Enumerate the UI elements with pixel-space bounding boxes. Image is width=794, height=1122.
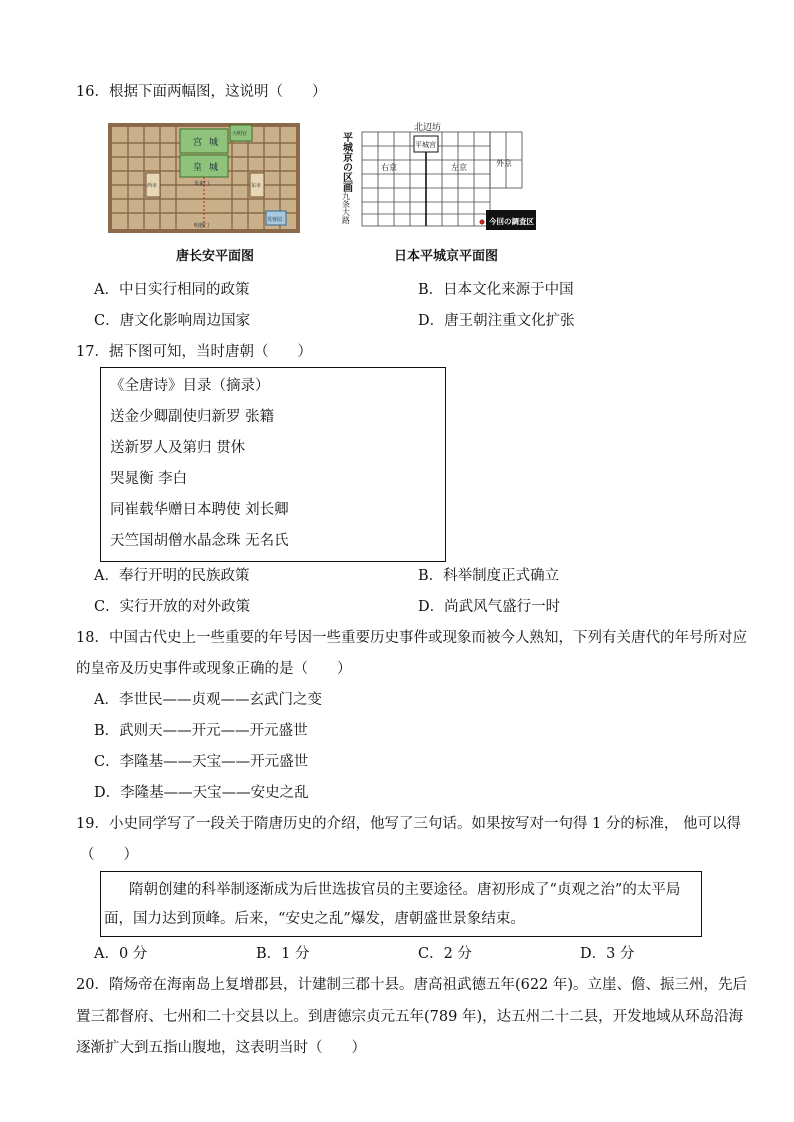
heijokyo-kujo-label: 九条大路 bbox=[341, 192, 351, 224]
changan-label-mingde-gate: 明德门 bbox=[194, 223, 210, 229]
q19-option-b[interactable]: B．1 分 bbox=[256, 946, 310, 962]
q18-stem-line-1: 18．中国古代史上一些重要的年号因一些重要历史事件或现象而被今人熟知，下列有关唐代的年号所对应 bbox=[76, 630, 747, 646]
changan-caption: 唐长安平面图 bbox=[176, 249, 255, 264]
heijokyo-outer-label: 外京 bbox=[496, 159, 512, 168]
q17-box-line-2: 送新罗人及第归 贯休 bbox=[110, 440, 246, 456]
heijokyo-survey-label: 今回の調査区 bbox=[489, 217, 534, 226]
heijokyo-palace-label: 平城宫 bbox=[415, 141, 436, 149]
q18-option-b[interactable]: B．武则天——开元——开元盛世 bbox=[94, 723, 308, 739]
q17-poem-catalog-box bbox=[100, 367, 446, 562]
changan-label-west-market: 西市 bbox=[147, 183, 158, 189]
q18-option-c[interactable]: C．李隆基——天宝——开元盛世 bbox=[94, 754, 309, 770]
q19-option-a[interactable]: A．0 分 bbox=[94, 946, 148, 962]
heijokyo-north-label: 北辺坊 bbox=[414, 123, 442, 133]
changan-label-cheng2: 城 bbox=[209, 163, 219, 173]
q16-option-a[interactable]: A．中日实行相同的政策 bbox=[94, 282, 250, 298]
q20-stem-line-1: 20．隋炀帝在海南岛上复增郡县，计建制三郡十县。唐高祖武德五年(622 年)。立崖、儋、振三州，先后 bbox=[76, 977, 748, 993]
q17-box-line-4: 同崔载华赠日本聘使 刘长卿 bbox=[110, 502, 289, 518]
q20-stem-line-2: 置三都督府、七州和二十交县以上。到唐德宗贞元五年(789 年)，达五州二十二县，开发地域从环岛沿海 bbox=[76, 1009, 744, 1025]
q16-stem: 16．根据下面两幅图，这说明（ ） bbox=[76, 84, 327, 100]
changan-label-zhuque-gate: 朱雀门 bbox=[194, 181, 210, 187]
q16-option-b[interactable]: B．日本文化来源于中国 bbox=[418, 282, 574, 298]
q19-option-c[interactable]: C．2 分 bbox=[418, 946, 472, 962]
heijokyo-side-label: 平城京の区画 bbox=[340, 132, 352, 192]
q16-option-c[interactable]: C．唐文化影响周边国家 bbox=[94, 313, 251, 329]
q18-stem-line-2: 的皇帝及历史事件或现象正确的是（ ） bbox=[76, 661, 352, 677]
q19-passage-line-2: 面，国力达到顶峰。后来，“安史之乱”爆发，唐朝盛世景象结束。 bbox=[104, 911, 525, 927]
heijokyo-left-label: 左京 bbox=[451, 163, 467, 172]
q19-passage-line-1: 隋朝创建的科举制逐渐成为后世选拔官员的主要途径。唐初形成了“贞观之治”的太平局 bbox=[129, 882, 681, 898]
q19-stem-line-1: 19．小史同学写了一段关于隋唐历史的介绍，他写了三句话。如果按写对一句得 1 分的标准， 他可以得 bbox=[76, 816, 741, 832]
heijokyo-caption: 日本平城京平面图 bbox=[394, 249, 499, 264]
q17-box-line-5: 天竺国胡僧水晶念珠 无名氏 bbox=[110, 533, 289, 549]
changan-label-huang: 皇 bbox=[193, 163, 203, 173]
q17-box-title: 《全唐诗》目录（摘录） bbox=[110, 378, 270, 394]
q20-stem-line-3: 逐渐扩大到五指山腹地，这表明当时（ ） bbox=[76, 1040, 366, 1056]
q19-stem-line-2: （ ） bbox=[80, 847, 138, 863]
q17-box-line-1: 送金少卿副使归新罗 张籍 bbox=[110, 409, 275, 425]
heijokyo-right-label: 右京 bbox=[381, 163, 397, 172]
changan-label-east-market: 东市 bbox=[251, 183, 262, 189]
changan-label-gong: 宫 bbox=[193, 138, 203, 148]
q19-option-d[interactable]: D．3 分 bbox=[580, 946, 635, 962]
q17-option-a[interactable]: A．奉行开明的民族政策 bbox=[94, 568, 250, 584]
heijokyo-plan-map bbox=[340, 118, 552, 236]
q18-option-d[interactable]: D．李隆基——天宝——安史之乱 bbox=[94, 785, 309, 801]
q17-stem: 17．据下图可知，当时唐朝（ ） bbox=[76, 344, 312, 360]
changan-label-cheng1: 城 bbox=[209, 138, 219, 148]
changan-label-daming-palace: 大明宫 bbox=[232, 131, 248, 137]
changan-plan-map bbox=[108, 123, 300, 233]
q16-option-d[interactable]: D．唐王朝注重文化扩张 bbox=[418, 313, 575, 329]
q19-passage-box bbox=[100, 871, 702, 937]
q17-option-c[interactable]: C．实行开放的对外政策 bbox=[94, 599, 251, 615]
q18-option-a[interactable]: A．李世民——贞观——玄武门之变 bbox=[94, 692, 322, 708]
q17-option-b[interactable]: B．科举制度正式确立 bbox=[418, 568, 560, 584]
q17-box-line-3: 哭晁衡 李白 bbox=[110, 471, 188, 487]
q17-option-d[interactable]: D．尚武风气盛行一时 bbox=[418, 599, 561, 615]
changan-label-furong-garden: 芙蓉园 bbox=[267, 217, 283, 223]
